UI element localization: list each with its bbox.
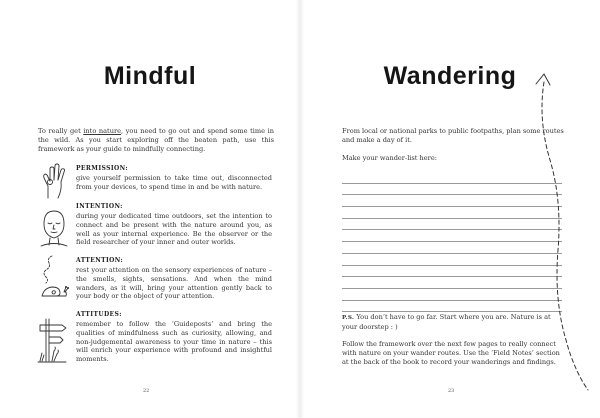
face-icon <box>36 208 72 248</box>
item-body-attitudes: remember to follow the ‘Guideposts’ and bring the qualities of mindfulness such as curiosity, allowing, and non-judgemental awareness to your time in nature – this will enrich your experience with profound and insightful moments. <box>76 320 272 364</box>
wander-outro: Follow the framework over the next few pages to really connect with nature on your wander routes. Use the ‘Field Notes’ section at the back of the book to record your wanderings and findings. <box>342 340 560 366</box>
page-number-right: 23 <box>448 388 455 394</box>
ps-label: P.S. <box>342 315 355 321</box>
dashed-arrow-path <box>500 60 600 409</box>
item-body-permission: give yourself permission to take time out, disconnected from your devices, to spend time in and be with nature. <box>76 174 272 191</box>
page-number-left: 22 <box>143 388 150 394</box>
item-heading-attention: ATTENTION: <box>76 257 124 264</box>
page-title-wandering: Wandering <box>383 62 517 90</box>
item-heading-permission: PERMISSION: <box>76 165 128 172</box>
ps-text: You don’t have to go far. Start where you are. Nature is at your doorstep : ) <box>342 313 551 331</box>
wander-list-prompt: Make your wander-list here: <box>342 154 437 162</box>
intro-link: into nature <box>83 127 121 135</box>
hand-mudra-icon <box>36 160 72 200</box>
intro-text-start: To really get <box>38 127 84 135</box>
signpost-icon <box>36 315 72 365</box>
snail-icon <box>36 252 72 300</box>
item-body-intention: during your dedicated time outdoors, set the intention to connect and be present with the nature around you, as well as your internal experience. Be the observer or the field researcher of your inner and outer worlds. <box>76 212 272 247</box>
wander-intro: From local or national parks to public footpaths, plan some routes and make a day of it. <box>342 127 564 144</box>
intro-paragraph <box>38 127 274 153</box>
page-title-mindful: Mindful <box>103 62 197 90</box>
intro-text-end: , you need to go out and spend some time in the wild. As you start exploring off the beaten path, use this framework as your guide to mindfully connecting. <box>38 127 274 153</box>
item-body-attention: rest your attention on the sensory experiences of nature – the smells, sights, sensations. And when the mind wanders, as it will, bring your attention gently back to your body or the object of your attention. <box>76 266 272 301</box>
item-heading-attitudes: ATTITUDES: <box>76 311 122 318</box>
item-heading-intention: INTENTION: <box>76 203 123 210</box>
